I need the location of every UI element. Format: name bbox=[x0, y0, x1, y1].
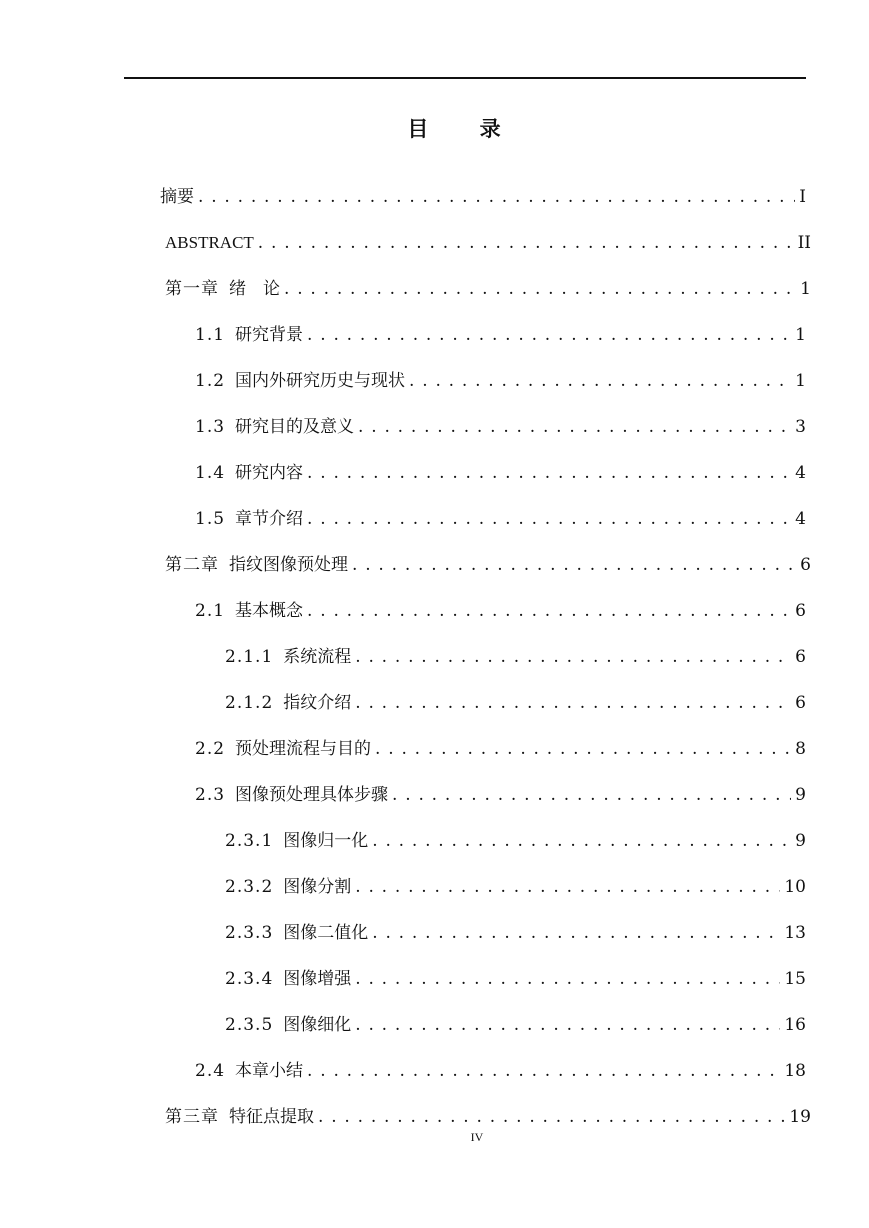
toc-dot-leader bbox=[198, 182, 795, 212]
toc-dot-leader bbox=[258, 228, 794, 258]
toc-entry-page: 19 bbox=[789, 1107, 811, 1127]
toc-entry[interactable] bbox=[195, 412, 806, 442]
toc-dot-leader bbox=[355, 872, 780, 902]
toc-entry-page: 4 bbox=[795, 509, 806, 529]
toc-dot-leader bbox=[358, 412, 791, 442]
toc-entry-page: 16 bbox=[784, 1015, 806, 1035]
toc-entry[interactable] bbox=[225, 642, 806, 672]
toc-entry-page: 1 bbox=[795, 325, 806, 345]
toc-entry[interactable] bbox=[195, 458, 806, 488]
toc-entry-number: 2.2 bbox=[195, 739, 226, 759]
toc-entry-page: 9 bbox=[795, 785, 806, 805]
toc-entry-number: 2.3.5 bbox=[225, 1015, 274, 1035]
toc-entry[interactable] bbox=[195, 734, 806, 764]
toc-dot-leader bbox=[372, 918, 780, 948]
toc-entry-label: 研究背景 bbox=[235, 325, 304, 345]
toc-entry-page: II bbox=[797, 233, 811, 253]
toc-entry[interactable] bbox=[195, 366, 806, 396]
toc-entry-page: 4 bbox=[795, 463, 806, 483]
toc-entry[interactable] bbox=[225, 964, 806, 994]
toc-entry-page: 3 bbox=[795, 417, 806, 437]
toc-entry-page: 10 bbox=[784, 877, 806, 897]
toc-dot-leader bbox=[355, 642, 791, 672]
toc-entry[interactable] bbox=[195, 596, 806, 626]
toc-entry-page: 6 bbox=[800, 555, 811, 575]
toc-entry-label: 基本概念 bbox=[235, 601, 304, 621]
toc-dot-leader bbox=[318, 1102, 785, 1132]
toc-entry-page: 1 bbox=[800, 279, 811, 299]
toc-dot-leader bbox=[355, 1010, 780, 1040]
toc-entry-label: 本章小结 bbox=[235, 1061, 304, 1081]
toc-entry-number: 1.4 bbox=[195, 463, 226, 483]
toc-entry-number: 1.3 bbox=[195, 417, 226, 437]
toc-dot-leader bbox=[307, 504, 791, 534]
toc-entry-number: 2.1.2 bbox=[225, 693, 274, 713]
toc-entry[interactable] bbox=[195, 780, 806, 810]
toc-title: 目 录 bbox=[407, 117, 523, 141]
toc-entry[interactable] bbox=[165, 274, 811, 304]
toc-entry-page: 8 bbox=[795, 739, 806, 759]
toc-entry-label: 绪 论 bbox=[229, 279, 280, 299]
toc-entry-number: 2.1 bbox=[195, 601, 226, 621]
toc-entry-label: 国内外研究历史与现状 bbox=[235, 371, 406, 391]
toc-entry-page: 18 bbox=[784, 1061, 806, 1081]
toc-entry-label: 图像增强 bbox=[283, 969, 352, 989]
toc-entry-label: 摘要 bbox=[160, 187, 194, 207]
toc-dot-leader bbox=[307, 1056, 780, 1086]
toc-dot-leader bbox=[307, 320, 791, 350]
header-rule bbox=[124, 77, 806, 79]
toc-entry[interactable] bbox=[165, 1102, 811, 1132]
toc-dot-leader bbox=[284, 274, 796, 304]
toc-entry-label: 预处理流程与目的 bbox=[235, 739, 372, 759]
toc-entry-page: 9 bbox=[795, 831, 806, 851]
toc-entry-number: 2.3.3 bbox=[225, 923, 274, 943]
toc-dot-leader bbox=[352, 550, 796, 580]
toc-entry-label: 图像分割 bbox=[283, 877, 352, 897]
toc-dot-leader bbox=[392, 780, 791, 810]
toc-dot-leader bbox=[355, 688, 791, 718]
toc-dot-leader bbox=[372, 826, 791, 856]
toc-entry-page: 15 bbox=[784, 969, 806, 989]
toc-entry[interactable] bbox=[165, 228, 811, 258]
toc-entry-label: 研究内容 bbox=[235, 463, 304, 483]
toc-entry-label: 系统流程 bbox=[283, 647, 352, 667]
toc-entry[interactable] bbox=[195, 1056, 806, 1086]
toc-entry-number: 2.3.2 bbox=[225, 877, 274, 897]
toc-dot-leader bbox=[355, 964, 780, 994]
toc-entry-number: 2.1.1 bbox=[225, 647, 274, 667]
toc-dot-leader bbox=[375, 734, 791, 764]
toc-entry[interactable] bbox=[225, 1010, 806, 1040]
toc-entry-number: 第三章 bbox=[165, 1107, 219, 1127]
toc-entry-label: 图像二值化 bbox=[283, 923, 369, 943]
toc-entry-number: 第二章 bbox=[165, 555, 219, 575]
toc-entry-label: 章节介绍 bbox=[235, 509, 304, 529]
toc-entry-number: 2.3.1 bbox=[225, 831, 274, 851]
toc-entry[interactable] bbox=[165, 550, 811, 580]
toc-entry-page: 6 bbox=[795, 647, 806, 667]
toc-entry[interactable] bbox=[195, 320, 806, 350]
toc-entry-label: 指纹图像预处理 bbox=[229, 555, 348, 575]
toc-entry-number: 1.1 bbox=[195, 325, 226, 345]
toc-dot-leader bbox=[307, 596, 791, 626]
toc-entry-page: 6 bbox=[795, 601, 806, 621]
toc-entry-label: ABSTRACT bbox=[165, 233, 254, 252]
toc-entry[interactable] bbox=[225, 688, 806, 718]
toc-entry-label: 特征点提取 bbox=[229, 1107, 314, 1127]
toc-entry-label: 指纹介绍 bbox=[283, 693, 352, 713]
toc-entry-page: 13 bbox=[784, 923, 806, 943]
toc-dot-leader bbox=[409, 366, 791, 396]
footer-page-number: IV bbox=[470, 1130, 484, 1144]
toc-dot-leader bbox=[307, 458, 791, 488]
toc-entry-label: 图像归一化 bbox=[283, 831, 369, 851]
toc-entry-page: 1 bbox=[795, 371, 806, 391]
toc-entry-number: 2.3.4 bbox=[225, 969, 274, 989]
toc-entry-number: 1.2 bbox=[195, 371, 226, 391]
toc-entry[interactable] bbox=[160, 182, 806, 212]
toc-entry[interactable] bbox=[195, 504, 806, 534]
toc-entry-page: 6 bbox=[795, 693, 806, 713]
toc-entry-page: I bbox=[799, 187, 806, 207]
toc-entry-label: 研究目的及意义 bbox=[235, 417, 355, 437]
toc-entry-number: 2.4 bbox=[195, 1061, 226, 1081]
toc-entry[interactable] bbox=[225, 872, 806, 902]
toc-entry[interactable] bbox=[225, 918, 806, 948]
toc-entry[interactable] bbox=[225, 826, 806, 856]
toc-entry-number: 第一章 bbox=[165, 279, 219, 299]
toc-entry-label: 图像预处理具体步骤 bbox=[235, 785, 389, 805]
toc-entry-label: 图像细化 bbox=[283, 1015, 352, 1035]
toc-entry-number: 1.5 bbox=[195, 509, 226, 529]
toc-entry-number: 2.3 bbox=[195, 785, 226, 805]
